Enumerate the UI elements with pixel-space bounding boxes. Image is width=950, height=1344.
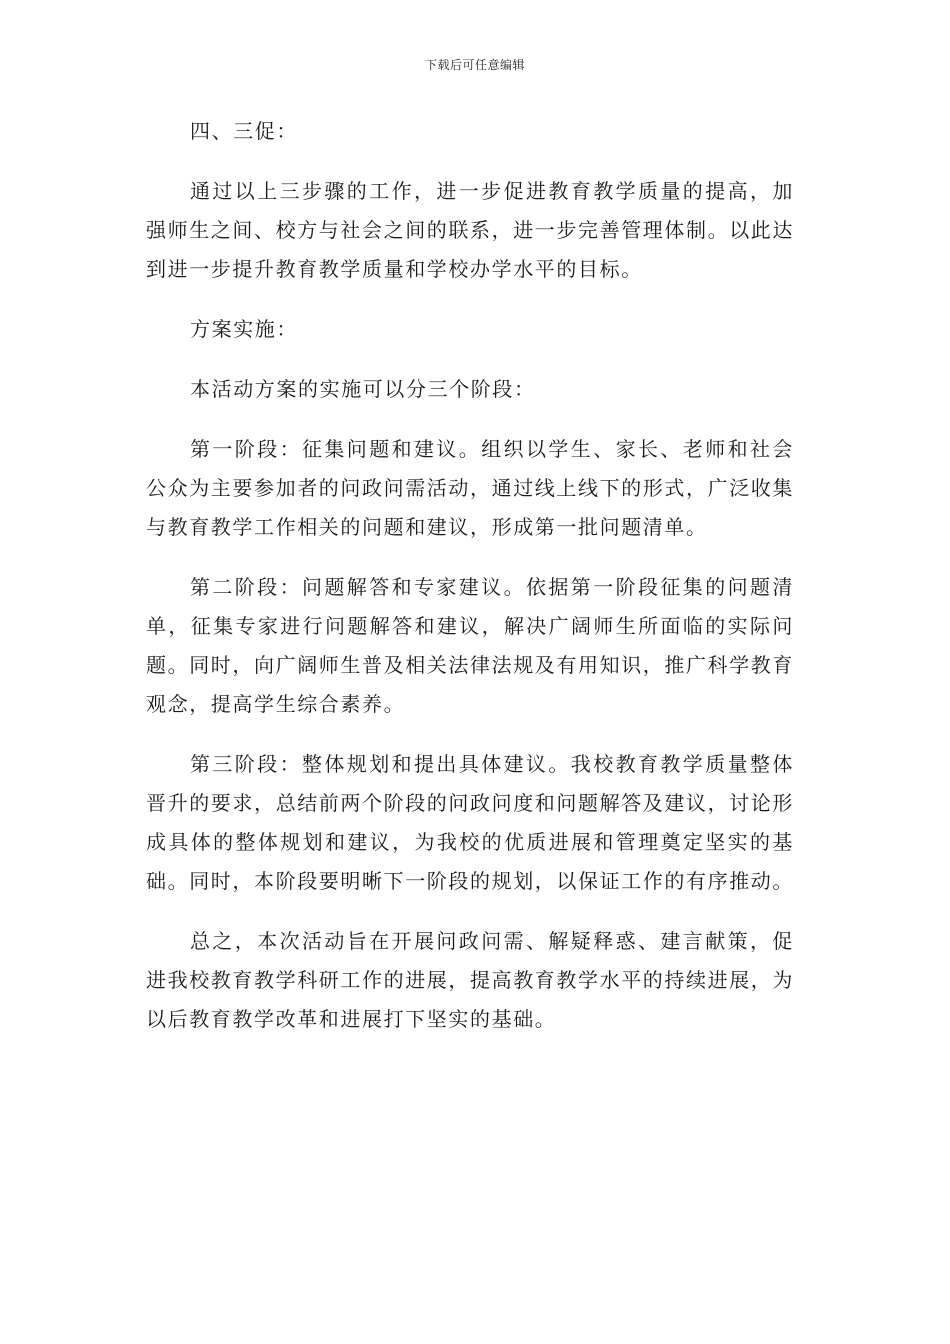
paragraph-stage-three: 第三阶段：整体规划和提出具体建议。我校教育教学质量整体晋升的要求，总结前两个阶段的问政问度和问题解答及建议，讨论形成具体的整体规划和建议，为我校的优质进展和管理奠定坚实的基础。同时，本阶段要明晰下一阶段的规划，以保证工作的有序推动。 [146,752,794,893]
section-heading-implementation: 方案实施： [190,317,298,341]
paragraph-stage-one: 第一阶段：征集问题和建议。组织以学生、家长、老师和社会公众为主要参加者的问政问需活动，通过线上线下的形式，广泛收集与教育教学工作相关的问题和建议，形成第一批问题清单。 [146,437,794,539]
section-heading-three-promotions: 四、三促： [190,119,298,143]
page-header-note: 下载后可任意编辑 [424,58,525,72]
paragraph-conclusion: 总之，本次活动旨在开展问政问需、解疑释惑、建言献策，促进我校教育教学科研工作的进展，提高教育教学水平的持续进展，为以后教育教学改革和进展打下坚实的基础。 [146,929,794,1031]
paragraph-stages-intro: 本活动方案的实施可以分三个阶段： [190,377,536,401]
paragraph-stage-two: 第二阶段：问题解答和专家建议。依据第一阶段征集的问题清单，征集专家进行问题解答和建议，解决广阔师生所面临的实际问题。同时，向广阔师生普及相关法律法规及有用知识，推广科学教育观念，提高学生综合素养。 [146,575,794,716]
document-body [146,112,794,1060]
paragraph-goal: 通过以上三步骤的工作，进一步促进教育教学质量的提高，加强师生之间、校方与社会之间的联系，进一步完善管理体制。以此达到进一步提升教育教学质量和学校办学水平的目标。 [146,179,794,281]
